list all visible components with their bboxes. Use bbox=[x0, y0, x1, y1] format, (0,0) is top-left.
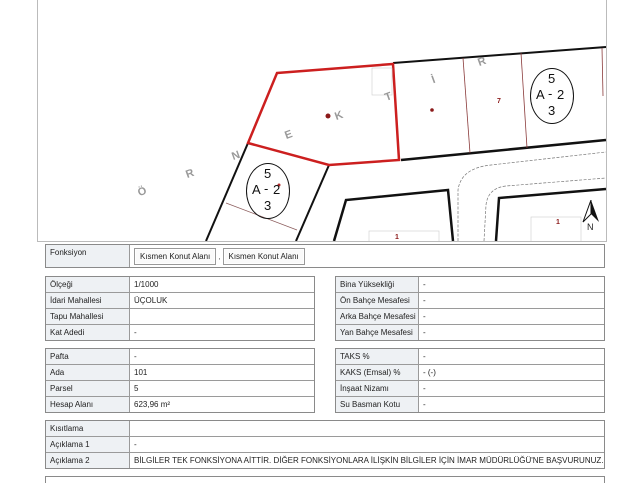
row-label: Açıklama 1 bbox=[46, 437, 130, 452]
table-row bbox=[336, 365, 604, 381]
function-button-1[interactable]: Kısmen Konut Alanı bbox=[134, 248, 216, 265]
zone-letter: A bbox=[252, 182, 261, 197]
zone-dash: - bbox=[264, 181, 269, 196]
row-value: 101 bbox=[134, 368, 148, 377]
table-row bbox=[336, 381, 604, 397]
zone-floor-bottom: 3 bbox=[548, 103, 556, 118]
street-letter: E bbox=[283, 128, 295, 142]
street-letter: İ bbox=[430, 73, 438, 87]
row-value bbox=[130, 309, 314, 324]
map-canvas bbox=[38, 0, 606, 241]
zone-floor-top: 5 bbox=[548, 71, 556, 86]
table-row bbox=[46, 309, 314, 325]
info-table-setbacks bbox=[335, 276, 605, 341]
table-row bbox=[46, 349, 314, 365]
row-label: Yan Bahçe Mesafesi bbox=[336, 325, 419, 340]
table-row bbox=[46, 325, 314, 340]
table-row bbox=[336, 349, 604, 365]
street-letter: K bbox=[333, 109, 345, 123]
table-row bbox=[46, 397, 314, 412]
zone-floor-right: 2 bbox=[273, 182, 281, 197]
parcel-map[interactable] bbox=[37, 0, 607, 242]
row-value: BİLGİLER TEK FONKSİYONA AİTTİR. DİĞER FONKSİYONLARA İLİŞKİN BİLGİLER İÇİN İMAR MÜDÜRLÜĞÜ'NE BAŞVURUNUZ. bbox=[134, 456, 604, 465]
info-table-density bbox=[335, 348, 605, 413]
function-row bbox=[45, 244, 605, 268]
north-label: N bbox=[587, 222, 594, 232]
row-value: - bbox=[134, 440, 137, 449]
table-row bbox=[46, 293, 314, 309]
row-label: Ön Bahçe Mesafesi bbox=[336, 293, 419, 308]
table-row bbox=[336, 277, 604, 293]
row-label: İdari Mahallesi bbox=[46, 293, 130, 308]
row-value: - bbox=[423, 384, 426, 393]
row-value: ÜÇOLUK bbox=[134, 296, 168, 305]
row-label: Kısıtlama bbox=[46, 421, 130, 436]
row-label: Su Basman Kotu bbox=[336, 397, 419, 412]
row-value: - bbox=[423, 400, 426, 409]
row-label: Hesap Alanı bbox=[46, 397, 130, 412]
row-label: Arka Bahçe Mesafesi bbox=[336, 309, 419, 324]
table-row bbox=[336, 397, 604, 412]
row-value: - bbox=[423, 280, 426, 289]
function-separator: , bbox=[218, 251, 221, 261]
info-table-parcel bbox=[45, 348, 315, 413]
street-letter: R bbox=[476, 55, 488, 69]
info-table-notes bbox=[45, 420, 605, 469]
zone-label-circle bbox=[246, 163, 290, 219]
row-label: Ada bbox=[46, 365, 130, 380]
row-label: Tapu Mahallesi bbox=[46, 309, 130, 324]
zone-letter: A bbox=[536, 87, 545, 102]
row-label: TAKS % bbox=[336, 349, 419, 364]
zone-label-circle bbox=[530, 68, 574, 124]
row-value: - bbox=[423, 312, 426, 321]
row-label: Parsel bbox=[46, 381, 130, 396]
row-label: Pafta bbox=[46, 349, 130, 364]
row-label: İnşaat Nizamı bbox=[336, 381, 419, 396]
row-label: Bina Yüksekliği bbox=[336, 277, 419, 292]
info-table-general bbox=[45, 276, 315, 341]
parcel-number: 1 bbox=[556, 219, 560, 226]
table-row bbox=[46, 365, 314, 381]
north-arrow-icon bbox=[581, 200, 601, 234]
row-value: - bbox=[134, 352, 137, 361]
parcel-number: 1 bbox=[395, 234, 399, 241]
row-value: 1/1000 bbox=[134, 280, 159, 289]
function-label: Fonksiyon bbox=[46, 245, 130, 267]
row-value: - bbox=[134, 328, 137, 337]
row-value: - (-) bbox=[423, 368, 436, 377]
zone-dash: - bbox=[548, 86, 553, 101]
street-letter: R bbox=[184, 167, 196, 181]
street-letter: Ö bbox=[136, 184, 149, 200]
zone-floor-top: 5 bbox=[264, 166, 272, 181]
street-letter: N bbox=[230, 149, 242, 163]
zone-floor-bottom: 3 bbox=[264, 198, 272, 213]
row-value: - bbox=[423, 328, 426, 337]
table-row bbox=[46, 453, 604, 468]
row-value bbox=[130, 421, 604, 436]
parcel-number: 7 bbox=[497, 98, 501, 105]
row-label: Ölçeği bbox=[46, 277, 130, 292]
function-button-2[interactable]: Kısmen Konut Alanı bbox=[223, 248, 305, 265]
function-buttons bbox=[130, 245, 604, 267]
table-row bbox=[46, 437, 604, 453]
row-label: KAKS (Emsal) % bbox=[336, 365, 419, 380]
table-row bbox=[46, 381, 314, 397]
table-row bbox=[336, 325, 604, 340]
zone-floor-right: 2 bbox=[557, 87, 565, 102]
row-value: - bbox=[423, 352, 426, 361]
street-letter: T bbox=[383, 90, 394, 104]
row-label: Açıklama 2 bbox=[46, 453, 130, 468]
row-value: 623,96 m² bbox=[134, 400, 171, 409]
table-row bbox=[336, 309, 604, 325]
table-row bbox=[46, 421, 604, 437]
row-label: Kat Adedi bbox=[46, 325, 130, 340]
row-value: - bbox=[423, 296, 426, 305]
row-value: 5 bbox=[134, 384, 139, 393]
table-row bbox=[46, 277, 314, 293]
table-row bbox=[336, 293, 604, 309]
